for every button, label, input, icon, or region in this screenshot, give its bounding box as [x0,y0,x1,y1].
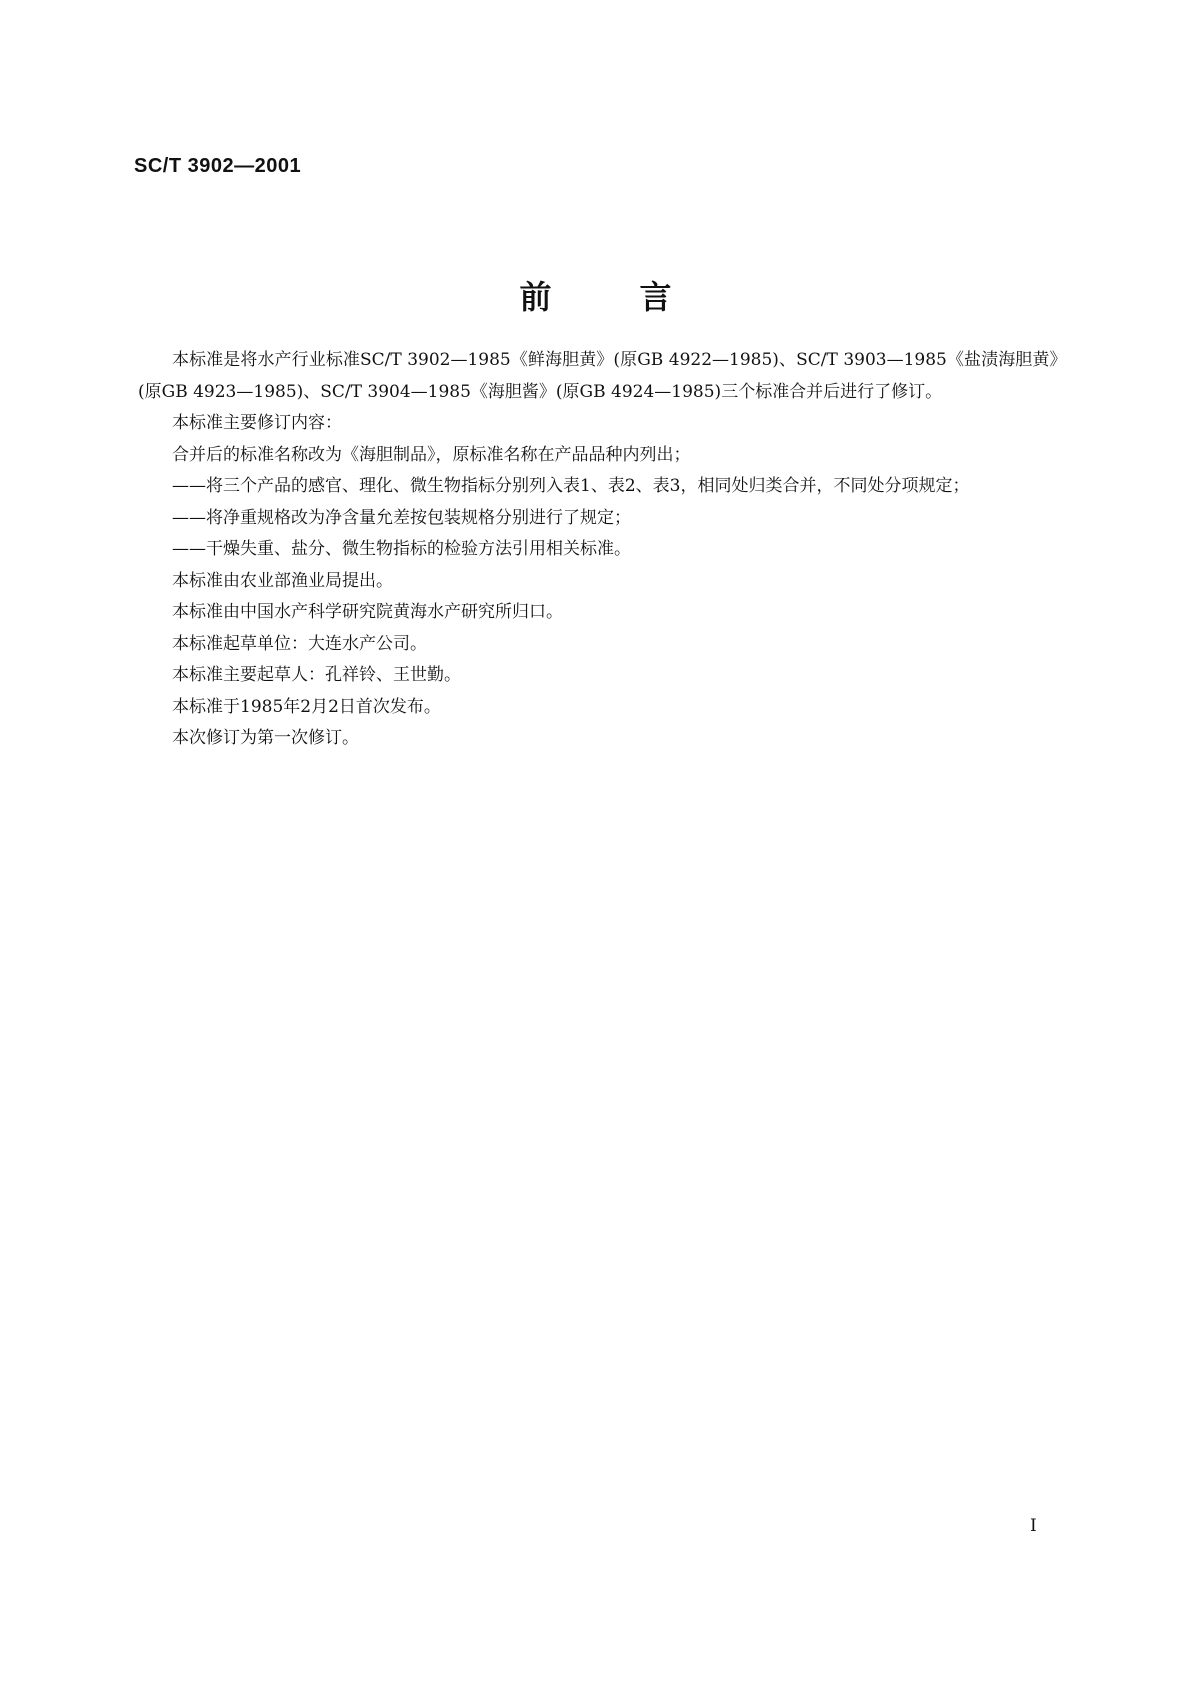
paragraph-revision-heading: 本标准主要修订内容： [172,413,342,433]
paragraph-revision-tables: ——将三个产品的感官、理化、微生物指标分别列入表1、表2、表3，相同处归类合并，不同处分项规定； [172,476,970,496]
paragraph-revision-count: 本次修订为第一次修订。 [172,728,359,748]
paragraph-revision-weight: ——将净重规格改为净含量允差按包装规格分别进行了规定； [172,507,631,528]
paragraph-proposer: 本标准由农业部渔业局提出。 [172,570,393,591]
page-number: I [1030,1516,1037,1536]
page-title: 前言 [519,278,760,316]
paragraph-drafters: 本标准主要起草人：孔祥铃、王世勤。 [172,665,461,685]
standard-code: SC/T 3902—2001 [134,155,302,177]
paragraph-intro: 本标准是将水产行业标准SC/T 3902—1985《鲜海胆黄》(原GB 4922—1985)、SC/T 3903—1985《盐渍海胆黄》(原GB 4923—1985)、SC/T 3904—1985《海胆酱》(原GB 4924—1985)三个标准合并后进行了修订。 [138,350,1058,402]
paragraph-revision-name: 合并后的标准名称改为《海胆制品》，原标准名称在产品品种内列出； [172,444,691,465]
paragraph-first-issue: 本标准于1985年2月2日首次发布。 [172,696,441,717]
paragraph-drafting-unit: 本标准起草单位：大连水产公司。 [172,633,427,654]
foreword-body [138,345,1058,755]
paragraph-responsible: 本标准由中国水产科学研究院黄海水产研究所归口。 [172,602,563,622]
paragraph-revision-methods: ——干燥失重、盐分、微生物指标的检验方法引用相关标准。 [172,539,631,559]
